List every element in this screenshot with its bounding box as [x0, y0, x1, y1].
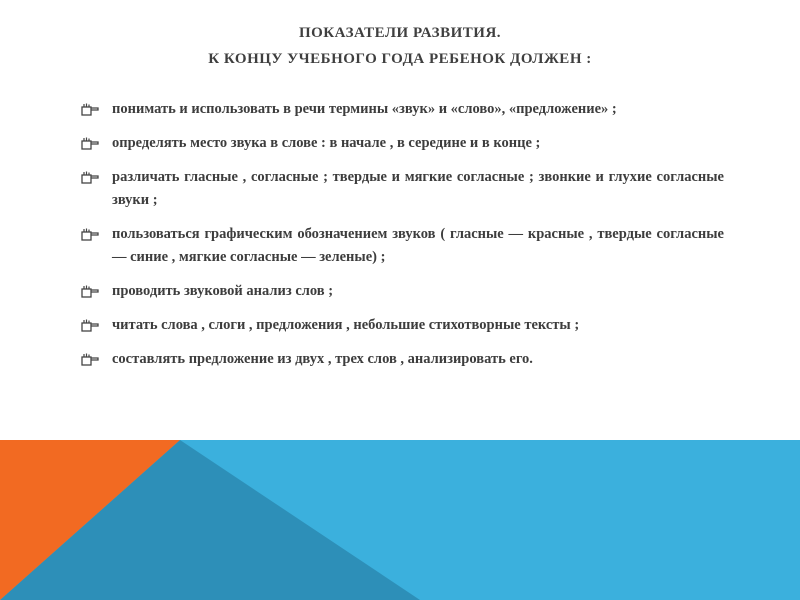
- bullet-text: читать слова , слоги , предложения , небольшие стихотворные тексты ;: [112, 317, 580, 333]
- hand-pointer-icon: [81, 284, 99, 299]
- hand-pointer-icon: [81, 102, 99, 117]
- bullet-text: пользоваться графическим обозначением звуков ( гласные — красные , твердые согласные — синие , мягкие согласные — зеленые) ;: [112, 226, 724, 265]
- decorative-footer-shapes: [0, 440, 800, 600]
- bullet-item: [78, 280, 724, 303]
- bullet-list: [78, 98, 724, 382]
- bullet-text: определять место звука в слове : в начале , в середине и в конце ;: [112, 135, 541, 151]
- slide-title: [0, 20, 800, 72]
- bullet-item: [78, 132, 724, 155]
- bullet-item: [78, 223, 724, 269]
- hand-pointer-icon: [81, 136, 99, 151]
- hand-pointer-icon: [81, 170, 99, 185]
- hand-pointer-icon: [81, 318, 99, 333]
- bullet-text: различать гласные , согласные ; твердые и мягкие согласные ; звонкие и глухие согласные звуки ;: [112, 169, 724, 208]
- hand-pointer-icon: [81, 352, 99, 367]
- bullet-item: [78, 98, 724, 121]
- bullet-text: составлять предложение из двух , трех слов , анализировать его.: [112, 351, 533, 367]
- title-line-2: К КОНЦУ УЧЕБНОГО ГОДА РЕБЕНОК ДОЛЖЕН :: [208, 51, 592, 67]
- bullet-text: проводить звуковой анализ слов ;: [112, 283, 334, 299]
- title-line-1: ПОКАЗАТЕЛИ РАЗВИТИЯ.: [298, 25, 502, 41]
- bullet-item: [78, 348, 724, 371]
- bullet-text: понимать и использовать в речи термины «звук» и «слово», «предложение» ;: [112, 101, 617, 117]
- hand-pointer-icon: [81, 227, 99, 242]
- bullet-item: [78, 314, 724, 337]
- bullet-item: [78, 166, 724, 212]
